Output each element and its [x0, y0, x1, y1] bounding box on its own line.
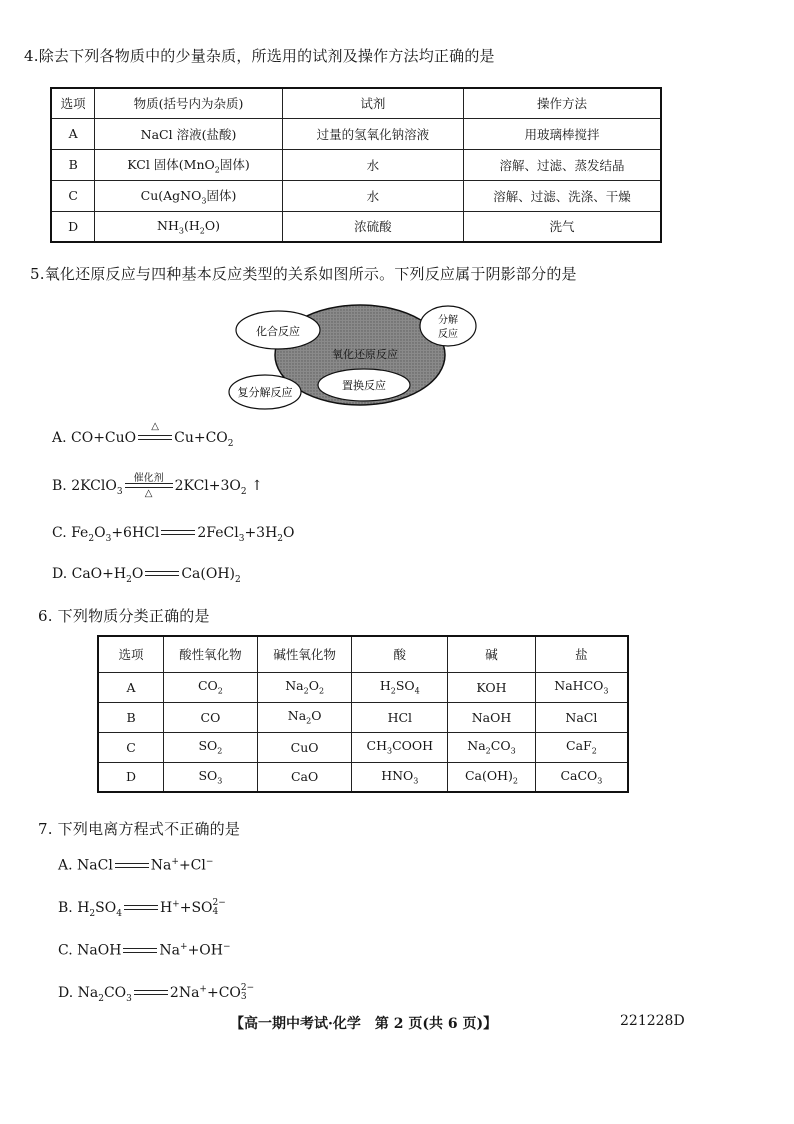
q6-salt: CaF$_2$ — [535, 732, 628, 762]
q6-base: $Ca(OH)_2$ — [448, 762, 536, 792]
q4-method: 洗气 — [464, 211, 661, 242]
q4-header-substance: 物质(括号内为杂质) — [95, 88, 282, 118]
q6-table — [97, 635, 629, 793]
q6-base: NaOH — [448, 702, 536, 732]
q6-option: C — [98, 732, 164, 762]
q6-basic-oxide: $Na_2O$ — [257, 702, 352, 732]
table-row — [98, 672, 628, 702]
q6-base: $Na_2CO_3$ — [448, 732, 536, 762]
q4-header-reagent: 试剂 — [282, 88, 463, 118]
q7-option-a: A. NaCl Na++Cl− — [58, 857, 214, 874]
q4-option: B — [51, 149, 95, 180]
question-4-title: 4.除去下列各物质中的少量杂质，所选用的试剂及操作方法均正确的是 — [24, 47, 495, 65]
q4-header-row — [51, 88, 661, 118]
label-double-decomposition: 复分解反应 — [237, 386, 293, 399]
q6-option: D — [98, 762, 164, 792]
q6-acid: HCl — [352, 702, 448, 732]
table-row — [51, 118, 661, 149]
table-row — [98, 762, 628, 792]
q7-option-b: B. $H_2SO_4$ H++SO 2− 4 — [58, 898, 226, 919]
q6-acidic-oxide: $CO_2$ — [164, 672, 258, 702]
q4-header-option: 选项 — [51, 88, 95, 118]
q4-substance: $NH_3(H_2O)$ — [95, 211, 282, 242]
q6-header-basic-oxide: 碱性氧化物 — [257, 636, 352, 672]
q4-substance: Cu(AgNO$_3$固体) — [95, 180, 282, 211]
q6-acid: $H_2SO_4$ — [352, 672, 448, 702]
q4-option: C — [51, 180, 95, 211]
q4-table — [50, 87, 662, 243]
q6-acidic-oxide: $SO_3$ — [164, 762, 258, 792]
q6-salt: CaCO$_3$ — [535, 762, 628, 792]
q6-acid: $CH_3COOH$ — [352, 732, 448, 762]
q4-substance: KCl 固体(MnO$_2$固体) — [95, 149, 282, 180]
q6-option: A — [98, 672, 164, 702]
q4-substance: NaCl 溶液(盐酸) — [95, 118, 282, 149]
q6-header-acidic-oxide: 酸性氧化物 — [164, 636, 258, 672]
question-7-title: 7. 下列电离方程式不正确的是 — [38, 820, 241, 838]
q7-option-c: C. NaOH Na++OH− — [58, 942, 231, 959]
q6-acid: $HNO_3$ — [352, 762, 448, 792]
q5-option-a: A. CO+CuO △ $Cu+CO_2$ — [52, 421, 234, 449]
page-code: 221228D — [620, 1013, 685, 1029]
q6-salt: NaCl — [535, 702, 628, 732]
q5-option-b: B. 2KClO$_3$ 催化剂 △ $2KCl+3O_2$ ↑ — [52, 473, 263, 499]
q6-header-row — [98, 636, 628, 672]
q5-option-c: C. $Fe_2O_3+6HCl$ $2FeCl_3+3H_2O$ — [52, 525, 295, 544]
q6-basic-oxide: CaO — [257, 762, 352, 792]
q4-method: 用玻璃棒搅拌 — [464, 118, 661, 149]
q6-basic-oxide: $Na_2O_2$ — [257, 672, 352, 702]
q4-method: 溶解、过滤、洗涤、干燥 — [464, 180, 661, 211]
table-row — [51, 149, 661, 180]
table-row — [51, 180, 661, 211]
q4-reagent: 浓硫酸 — [282, 211, 463, 242]
q6-acidic-oxide: CO — [164, 702, 258, 732]
q6-option: B — [98, 702, 164, 732]
q7-option-d: D. $Na_2CO_3$ 2Na++CO 2− 3 — [58, 983, 255, 1004]
q6-header-base: 碱 — [448, 636, 536, 672]
q4-option: A — [51, 118, 95, 149]
q6-header-salt: 盐 — [535, 636, 628, 672]
q5-option-d: D. $CaO+H_2O$ $Ca(OH)_2$ — [52, 566, 241, 585]
q4-reagent: 水 — [282, 149, 463, 180]
table-row — [98, 702, 628, 732]
q4-reagent: 过量的氢氧化钠溶液 — [282, 118, 463, 149]
label-combination: 化合反应 — [256, 325, 300, 338]
q4-reagent: 水 — [282, 180, 463, 211]
q6-basic-oxide: CuO — [257, 732, 352, 762]
question-5-title: 5.氧化还原反应与四种基本反应类型的关系如图所示。下列反应属于阴影部分的是 — [30, 265, 577, 283]
table-row — [51, 211, 661, 242]
q6-salt: NaHCO$_3$ — [535, 672, 628, 702]
q6-header-acid: 酸 — [352, 636, 448, 672]
question-6-title: 6. 下列物质分类正确的是 — [38, 607, 210, 625]
label-redox: 氧化还原反应 — [332, 348, 398, 361]
label-displacement: 置换反应 — [342, 379, 386, 392]
q6-acidic-oxide: $SO_2$ — [164, 732, 258, 762]
label-decomposition-2: 反应 — [438, 329, 458, 340]
page-footer: 【高一期中考试·化学 第 2 页(共 6 页)】 — [230, 1016, 498, 1032]
q4-option: D — [51, 211, 95, 242]
decomposition-ellipse — [420, 306, 476, 346]
q4-method: 溶解、过滤、蒸发结晶 — [464, 149, 661, 180]
reaction-types-diagram — [220, 300, 490, 420]
table-row — [98, 732, 628, 762]
q6-base: KOH — [448, 672, 536, 702]
label-decomposition-1: 分解 — [438, 315, 458, 326]
q4-header-method: 操作方法 — [464, 88, 661, 118]
q6-header-option: 选项 — [98, 636, 164, 672]
